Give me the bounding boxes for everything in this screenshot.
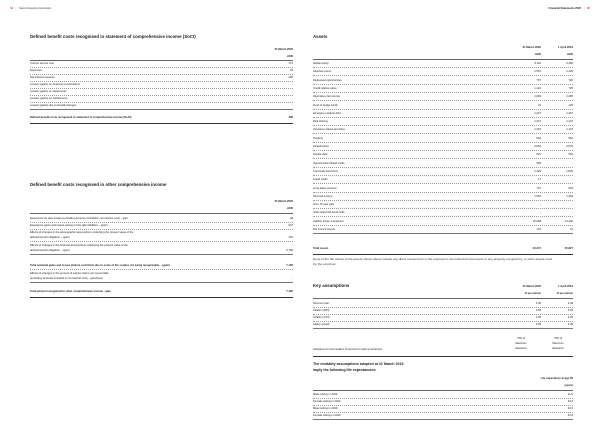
oci-total-actuarial-row: Total actuarial gains and losses (before restriction due to some of the surplus not being recognisable – (gain) 7,165 bbox=[30, 264, 293, 270]
table-row: Emerging markets debt 1,227 1,367 bbox=[313, 112, 573, 118]
assets-col1-unit: £000 bbox=[535, 53, 541, 56]
table-row: Female retiring in 2040 24.5 bbox=[313, 414, 573, 420]
soci-title: Defined benefit costs recognised in statement of comprehensive income (SoCI) bbox=[30, 34, 196, 39]
table-row: Net current assets 170 31 bbox=[313, 228, 573, 234]
page-header bbox=[0, 5, 600, 13]
assumptions-col1-unit: % per annum bbox=[524, 292, 541, 295]
table-row: Salary growth 2.55 3.25 bbox=[313, 323, 573, 329]
assumptions-col1-header: 31 March 2020 bbox=[522, 285, 541, 288]
oci-col-unit: £000 bbox=[287, 207, 293, 210]
oci-title: Defined benefit costs recognised in other comprehensive income bbox=[30, 182, 167, 187]
assumptions-col2-unit: % per annum bbox=[556, 292, 573, 295]
table-row: Infrastructure 2,063 2,076 bbox=[313, 145, 573, 151]
table-row: Male retiring in 2040 22.9 bbox=[313, 407, 573, 413]
table-row: Losses/ (gains) on business combinations - bbox=[30, 83, 293, 89]
header-right: Financial Statements 2020 | 35 bbox=[548, 7, 590, 10]
assumptions-title: Key assumptions bbox=[313, 283, 350, 288]
assets-col2-header: 1 April 2019 bbox=[558, 46, 573, 49]
table-row: Absolute return 2,551 2,425 bbox=[313, 70, 573, 76]
mortality-header-rule bbox=[313, 390, 573, 391]
table-row: Inflation (RPI) 2.55 3.25 bbox=[313, 309, 573, 315]
assumptions-header-rule bbox=[313, 298, 573, 299]
oci-total-row: Total amount recognised in other comprehensive income - gain 7,165 bbox=[30, 290, 293, 293]
oci-effects-row: Effects of changes in the amount of surplus that is not recoverable (excluding amounts included in net interest cost) – gain/(loss) - bbox=[30, 272, 293, 283]
table-row: Net interest expense 290 bbox=[30, 76, 293, 82]
table-row: Insurance-linked securities 1,215 1,137 bbox=[313, 128, 573, 134]
page-number-right: 35 bbox=[587, 7, 590, 10]
assets-col1-header: 31 March 2020 bbox=[522, 46, 541, 49]
table-row: Index linked All Stock Gilts - - bbox=[313, 211, 573, 217]
table-row: Experience gains and losses arising on the plan liabilities – (gain) 947 bbox=[30, 224, 293, 230]
table-row: Long lease property 767 593 bbox=[313, 187, 573, 193]
soci-total-rule bbox=[30, 123, 293, 124]
table-row: Male retiring in 2020 21.5 bbox=[313, 393, 573, 399]
table-row: Effects of changes in the financial assumptions underlying the present value of the defined benefit obligation – (gain) 5,756 bbox=[30, 244, 293, 255]
table-row: Losses/ (gains) on curtailments - bbox=[30, 97, 293, 103]
table-row: Property 900 862 bbox=[313, 137, 573, 143]
table-row: Risk sharing 1,374 1,197 bbox=[313, 120, 573, 126]
table-row: Secured income 1,554 1,469 bbox=[313, 195, 573, 201]
table-row: Expenses 36 bbox=[30, 69, 293, 75]
table-row: Losses/ (gains) due to benefit changes - bbox=[30, 104, 293, 110]
table-row: Losses/ (gains) on settlements - bbox=[30, 90, 293, 96]
mortality-heading-line1: The mortality assumptions adopted at 31 March 2019 bbox=[313, 362, 404, 366]
table-row: Experience on plan assets (excluding amounts included in net interest cost) – gain 28 bbox=[30, 217, 293, 223]
table-row: Private debt 821 532 bbox=[313, 153, 573, 159]
assets-total-rule bbox=[313, 254, 573, 255]
oci-col-header: 31 March 2020 bbox=[274, 200, 293, 203]
table-row: Global equity 5,116 6,450 bbox=[313, 62, 573, 68]
soci-header-rule bbox=[30, 60, 293, 61]
assets-note: None of the fair values of the assets shown above include any direct investments in the employer's own financial instruments or any property occupied by, or other assets used by, the employer. bbox=[313, 257, 553, 266]
table-row: Over 15 year gilts - - bbox=[313, 203, 573, 209]
soci-total-row: Defined benefit costs recognised in statement of comprehensive income (SoCI) 498 bbox=[30, 116, 293, 119]
table-row: Distressed opportunities 767 720 bbox=[313, 79, 573, 85]
table-row: Liability driven investment 15,098 14,492 bbox=[313, 220, 573, 226]
assets-title: Assets bbox=[313, 34, 328, 39]
header-left: 34 | Sacred Housing Association bbox=[10, 7, 52, 10]
table-row: Current service cost 172 bbox=[30, 62, 293, 68]
soci-col-header: 31 March 2020 bbox=[274, 48, 293, 51]
table-row: Discount rate 2.36 2.39 bbox=[313, 302, 573, 308]
mortality-col-header: Life expectancy at age 65 bbox=[540, 377, 573, 380]
table-row: Credit relative value 1,122 725 bbox=[313, 87, 573, 93]
assets-header-rule bbox=[313, 59, 573, 60]
organisation-name: Sacred Housing Association bbox=[19, 7, 52, 10]
table-row: Inflation (CPI) 1.55 2.30 bbox=[313, 316, 573, 322]
table-row: Liquid credit 17 - bbox=[313, 178, 573, 184]
table-row: Fund of hedge funds 24 126 bbox=[313, 104, 573, 110]
mortality-col-unit: (years) bbox=[564, 384, 573, 387]
document-title: Financial Statements 2020 bbox=[548, 7, 581, 10]
oci-total-rule bbox=[30, 297, 293, 298]
table-row: Corporate bond fund 2,329 1,840 bbox=[313, 170, 573, 176]
mortality-heading-line2: imply the following life expectancies: bbox=[313, 368, 377, 372]
assumptions-col2-header: 1 April 2019 bbox=[558, 285, 573, 288]
table-row: Female retiring in 2020 23.3 bbox=[313, 400, 573, 406]
oci-header-rule bbox=[30, 213, 293, 214]
table-row: Opportunistic illiquid credit 939 - bbox=[313, 162, 573, 168]
soci-col-unit: £000 bbox=[287, 55, 293, 58]
table-row: Effects of changes in the demographic assumptions underlying the present value of the defined benefit obligation – (gain) 462 bbox=[30, 231, 293, 242]
page-number-left: 34 bbox=[10, 7, 13, 10]
assets-total-row: Total assets 40,347 35,827 bbox=[313, 247, 573, 250]
table-row: Alternative risk premia 2,609 2,285 bbox=[313, 95, 573, 101]
assets-col2-unit: £000 bbox=[567, 53, 573, 56]
allowance-rule bbox=[313, 356, 573, 357]
allowance-row: Allowance for commutation of pension for cash at retirement 75% of Maximum allowance 75% of Maximum allowance bbox=[313, 337, 564, 351]
